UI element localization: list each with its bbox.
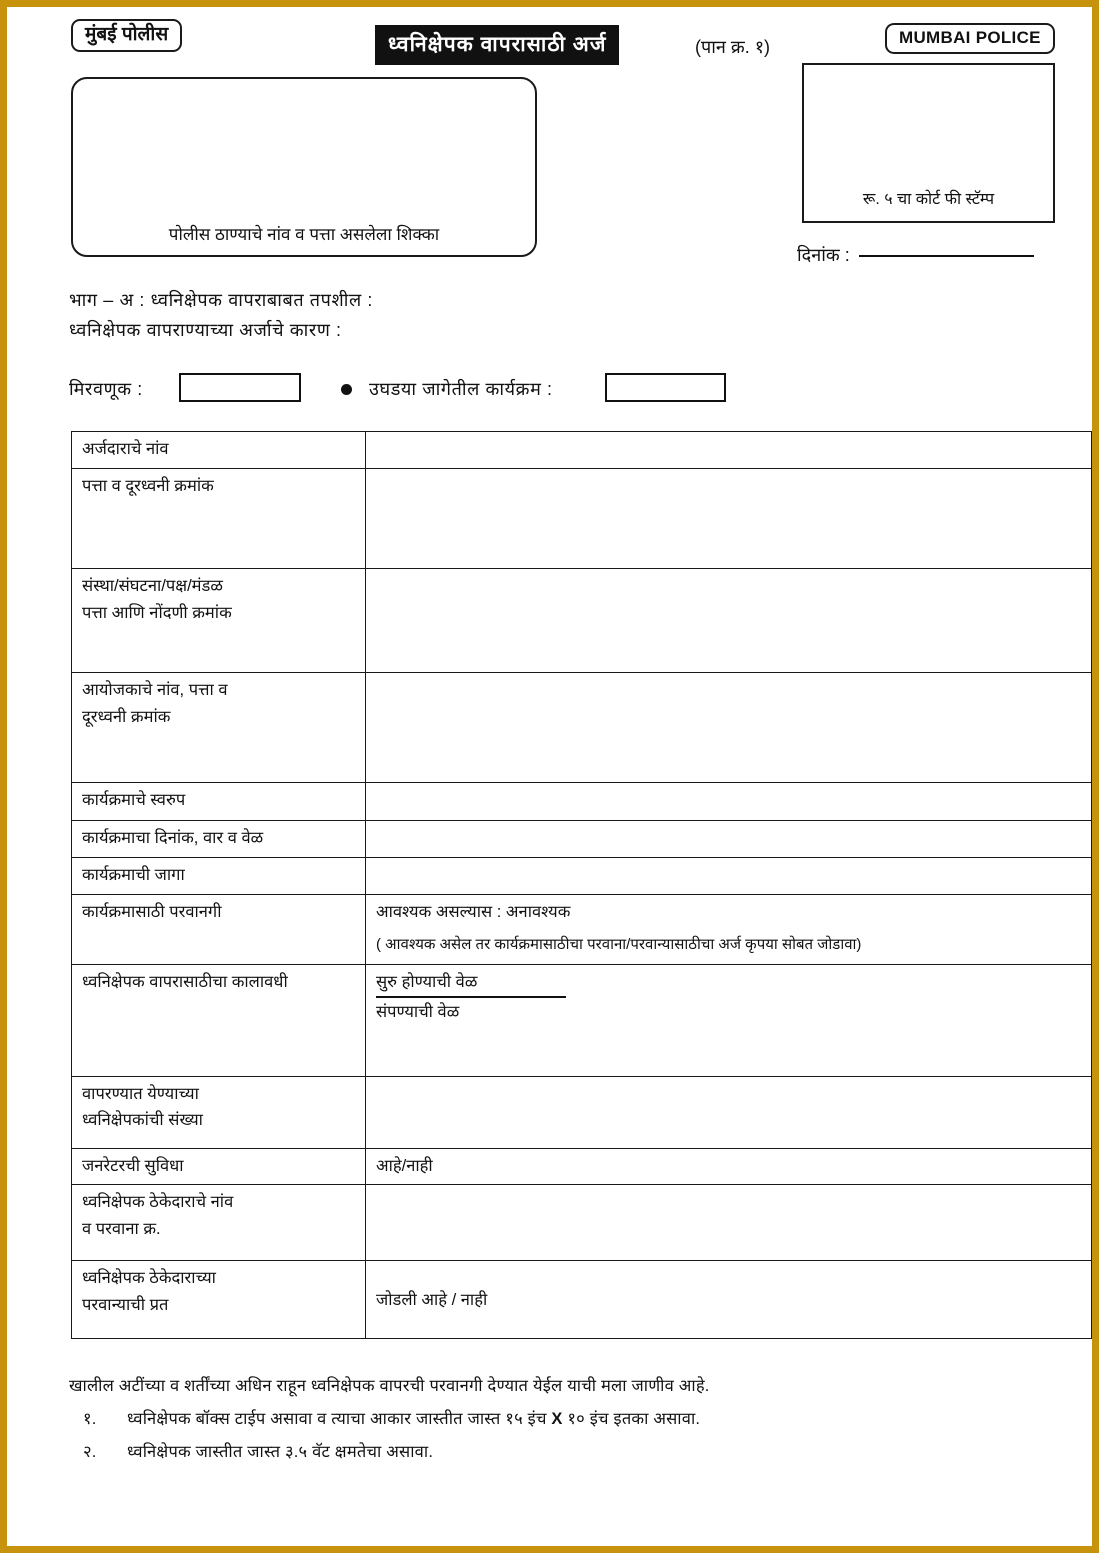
table-row-value[interactable] <box>366 1185 1092 1261</box>
label-line: ध्वनिक्षेपकांची संख्या <box>82 1111 203 1130</box>
table-row <box>72 820 1092 857</box>
condition-number: १. <box>83 1410 97 1428</box>
label-line: कार्यक्रमासाठी परवानगी <box>82 902 222 921</box>
bullet-dot-icon <box>341 384 352 395</box>
condition-text: ध्वनिक्षेपक जास्तीत जास्त ३.५ वॅट क्षमतेचा असावा. <box>127 1443 434 1461</box>
date-input-rule[interactable] <box>859 255 1034 257</box>
label-line: आयोजकाचे नांव, पत्ता व <box>82 680 228 699</box>
table-row <box>72 1261 1092 1339</box>
value-line: संपण्याची वेळ <box>376 1003 460 1022</box>
table-row <box>72 672 1092 782</box>
table-row-value[interactable] <box>366 568 1092 672</box>
value-line: आवश्यक असल्यास : अनावश्यक <box>376 902 571 921</box>
table-row-label <box>72 820 366 857</box>
table-row-label <box>72 1076 366 1148</box>
dimension-multiplier: X <box>546 1410 568 1428</box>
date-label: दिनांक : <box>797 245 850 265</box>
label-line: जनरेटरची सुविधा <box>82 1156 184 1175</box>
table-row-label <box>72 857 366 894</box>
label-line: कार्यक्रमाची जागा <box>82 865 185 884</box>
value-line: जोडली आहे / नाही <box>376 1291 488 1310</box>
open-ground-event-label: उघडया जागेतील कार्यक्रम : <box>369 379 553 399</box>
condition-text: ध्वनिक्षेपक बॉक्स टाईप असावा व त्याचा आकार जास्तीत जास्त १५ इंच <box>127 1410 547 1428</box>
label-line: व परवाना क्र. <box>82 1220 161 1238</box>
form-sheet <box>7 7 1092 1546</box>
mumbai-police-badge-english: MUMBAI POLICE <box>885 23 1055 54</box>
part-a-heading: भाग – अ : ध्वनिक्षेपक वापराबाबत तपशील : <box>69 290 373 310</box>
table-row-value[interactable] <box>366 782 1092 820</box>
court-fee-stamp-box <box>802 63 1055 223</box>
value-line: आहे/नाही <box>376 1156 433 1175</box>
table-row-value[interactable] <box>366 1076 1092 1148</box>
page-title: ध्वनिक्षेपक वापरासाठी अर्ज <box>375 25 619 65</box>
court-fee-stamp-caption: रू. ५ चा कोर्ट फी स्टॅम्प <box>862 191 995 208</box>
table-row <box>72 568 1092 672</box>
application-details-table <box>71 431 1092 1339</box>
table-row-value[interactable] <box>366 672 1092 782</box>
table-row-label <box>72 1148 366 1185</box>
condition-text-after: १० इंच इतका असावा. <box>567 1410 701 1428</box>
page-number-note: (पान क्र. १) <box>695 37 771 57</box>
condition-item <box>69 1406 1069 1429</box>
table-row-label <box>72 1185 366 1261</box>
procession-checkbox[interactable] <box>179 373 301 402</box>
undertaking-section <box>69 1373 1069 1462</box>
application-reason-label: ध्वनिक्षेपक वापराण्याच्या अर्जाचे कारण : <box>69 320 342 340</box>
label-line: संस्था/संघटना/पक्ष/मंडळ <box>82 576 223 595</box>
table-row <box>72 857 1092 894</box>
label-line: कार्यक्रमाचा दिनांक, वार व वेळ <box>82 828 264 847</box>
table-row <box>72 1148 1092 1185</box>
label-line: ध्वनिक्षेपक वापरासाठीचा कालावधी <box>82 972 288 991</box>
table-row-value[interactable] <box>366 857 1092 894</box>
table-row-label <box>72 1261 366 1339</box>
start-time-field[interactable]: सुरु होण्याची वेळ <box>376 970 566 999</box>
table-row-label <box>72 568 366 672</box>
condition-number: २. <box>83 1443 97 1461</box>
label-line: परवान्याची प्रत <box>82 1296 169 1314</box>
table-row-label <box>72 468 366 568</box>
table-row-label <box>72 432 366 469</box>
label-line: वापरण्यात येण्याच्या <box>82 1084 199 1103</box>
label-line: पत्ता व दूरध्वनी क्रमांक <box>82 476 214 495</box>
table-row-label <box>72 894 366 964</box>
table-row-value[interactable] <box>366 964 1092 1076</box>
table-row-value[interactable] <box>366 1148 1092 1185</box>
label-line: ध्वनिक्षेपक ठेकेदाराचे नांव <box>82 1193 234 1212</box>
table-row-value[interactable] <box>366 468 1092 568</box>
table-row <box>72 1076 1092 1148</box>
police-station-seal-box <box>71 77 537 257</box>
procession-label: मिरवणूक : <box>69 379 143 399</box>
table-row <box>72 1185 1092 1261</box>
table-row-label <box>72 672 366 782</box>
table-row <box>72 468 1092 568</box>
table-row <box>72 432 1092 469</box>
page-header <box>7 7 1092 67</box>
table-row-value[interactable] <box>366 820 1092 857</box>
table-row-value[interactable] <box>366 894 1092 964</box>
mumbai-police-badge-marathi: मुंबई पोलीस <box>71 19 182 52</box>
value-note: ( आवश्यक असेल तर कार्यक्रमासाठीचा परवाना/परवान्यासाठीचा अर्ज कृपया सोबत जोडावा) <box>376 936 862 954</box>
table-row <box>72 894 1092 964</box>
date-field[interactable] <box>797 243 1034 267</box>
value-line <box>376 1266 1084 1286</box>
label-line: पत्ता आणि नोंदणी क्रमांक <box>82 603 232 622</box>
undertaking-text: खालील अटींच्या व शर्तींच्या अधिन राहून ध्वनिक्षेपक वापरची परवानगी देण्यात येईल याची मला जाणीव आहे. <box>69 1377 710 1395</box>
table-row-value[interactable] <box>366 432 1092 469</box>
label-line: अर्जदाराचे नांव <box>82 440 169 458</box>
conditions-list <box>69 1406 1069 1462</box>
table-row-label <box>72 782 366 820</box>
condition-item <box>69 1439 1069 1462</box>
label-line: दूरध्वनी क्रमांक <box>82 707 171 726</box>
label-line: कार्यक्रमाचे स्वरुप <box>82 790 186 809</box>
table-row <box>72 782 1092 820</box>
open-ground-event-checkbox[interactable] <box>605 373 726 402</box>
police-station-seal-caption: पोलीस ठाण्याचे नांव व पत्ता असलेला शिक्का <box>168 225 440 244</box>
table-row-value[interactable] <box>366 1261 1092 1339</box>
table-row-label <box>72 964 366 1076</box>
label-line: ध्वनिक्षेपक ठेकेदाराच्या <box>82 1269 216 1288</box>
table-row <box>72 964 1092 1076</box>
event-type-choice-row <box>69 373 969 407</box>
